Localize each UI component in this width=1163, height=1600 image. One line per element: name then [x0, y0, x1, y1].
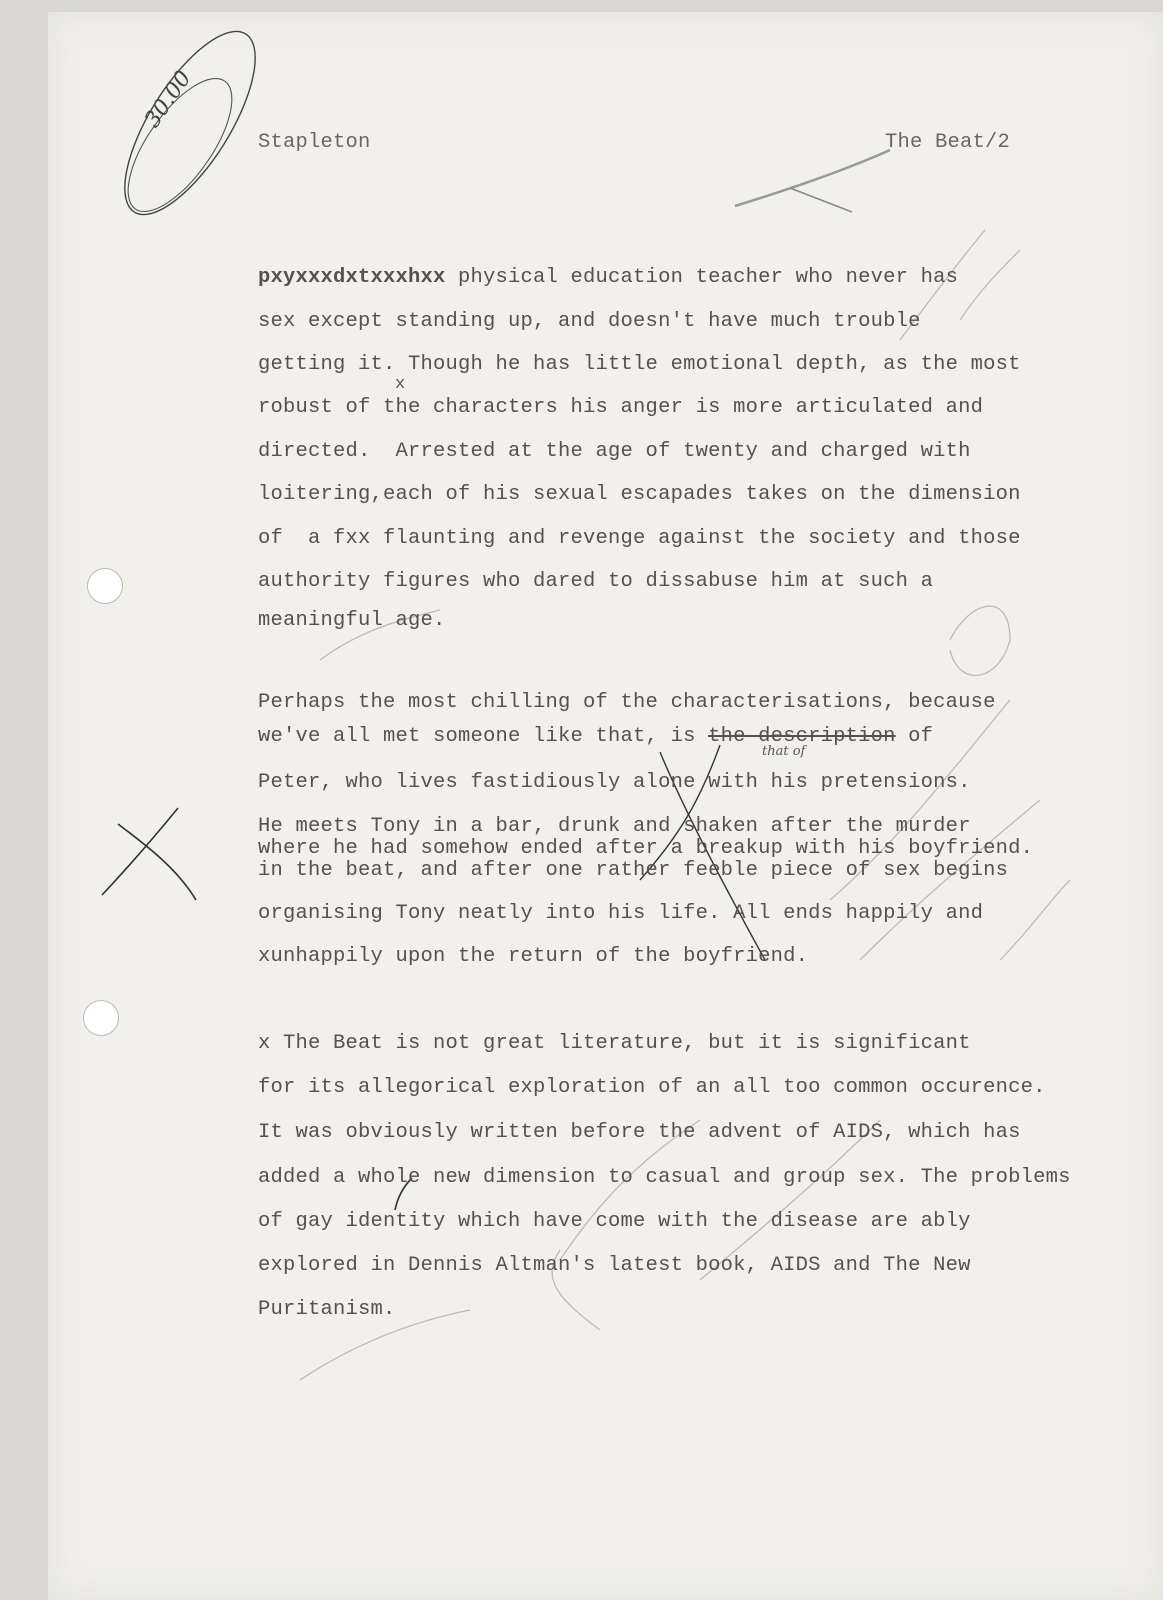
paragraph3-line-2: for its allegorical exploration of an all too common occurence.: [258, 1076, 1046, 1099]
paragraph1-line-7: of a fxx flaunting and revenge against the society and those: [258, 527, 1021, 550]
paragraph2-line-1: Perhaps the most chilling of the characterisations, because: [258, 691, 996, 714]
paragraph2-line-3: Peter, who lives fastidiously alone with his pretensions.: [258, 771, 971, 794]
margin-x-stroke-1: [102, 808, 178, 895]
paragraph3-line-3: It was obviously written before the advent of AIDS, which has: [258, 1121, 1021, 1144]
paragraph2-line-2: [258, 726, 933, 748]
paragraph1-line-3: getting it. Though he has little emotional depth, as the most: [258, 353, 1021, 376]
pencil-stroke-header: [735, 150, 890, 206]
paragraph2-line-6: in the beat, and after one rather feeble piece of sex begins: [258, 859, 1009, 882]
paragraph3-line-1: x The Beat is not great literature, but it is significant: [258, 1032, 971, 1055]
paragraph3-line-5: of gay identity which have come with the disease are ably: [258, 1210, 971, 1233]
paragraph2-line-7: organising Tony neatly into his life. All ends happily and: [258, 902, 984, 925]
price-note: 30.00: [140, 66, 197, 133]
author-name: Stapleton: [258, 131, 371, 154]
paragraph2-line-5: where he had somehow ended after a breakup with his boyfriend.: [258, 837, 1034, 860]
paragraph2-line-4: He meets Tony in a bar, drunk and shaken after the murder: [258, 815, 971, 838]
paragraph1-line-2: sex except standing up, and doesn't have much trouble: [258, 310, 921, 333]
struck-start: pxyxxxdxtxxxhxx: [258, 266, 446, 289]
price-ellipse-outer: [100, 13, 279, 233]
paragraph3-line-4: added a whole new dimension to casual and group sex. The problems: [258, 1166, 1071, 1189]
paragraph1-line-9: meaningful age.: [258, 609, 446, 632]
paragraph2-line-2a: we've all met someone like that, is: [258, 725, 709, 748]
paragraph1-line-8: authority figures who dared to dissabuse him at such a: [258, 570, 934, 593]
paragraph3-line-7: Puritanism.: [258, 1298, 396, 1321]
margin-x-stroke-2: [118, 824, 196, 900]
paragraph1-line-4: robust of the characters his anger is more articulated and: [258, 396, 984, 419]
pencil-stroke-t: [790, 188, 852, 212]
paragraph1-line-6: loitering,each of his sexual escapades takes on the dimension: [258, 483, 1021, 506]
insertion-mark: x: [395, 375, 406, 394]
paragraph2-line-2b: of: [895, 725, 934, 748]
paragraph1-line-1: [258, 267, 958, 289]
paragraph1-line-5: directed. Arrested at the age of twenty and charged with: [258, 440, 971, 463]
page-label: The Beat/2: [885, 131, 1011, 154]
handwritten-correction: that of: [762, 744, 806, 759]
paragraph1-line-1-text: physical education teacher who never has: [445, 266, 959, 289]
struck-description: the description: [708, 725, 896, 748]
paragraph2-line-8: xunhappily upon the return of the boyfriend.: [258, 945, 809, 968]
paragraph3-line-6: explored in Dennis Altman's latest book, AIDS and The New: [258, 1254, 971, 1277]
